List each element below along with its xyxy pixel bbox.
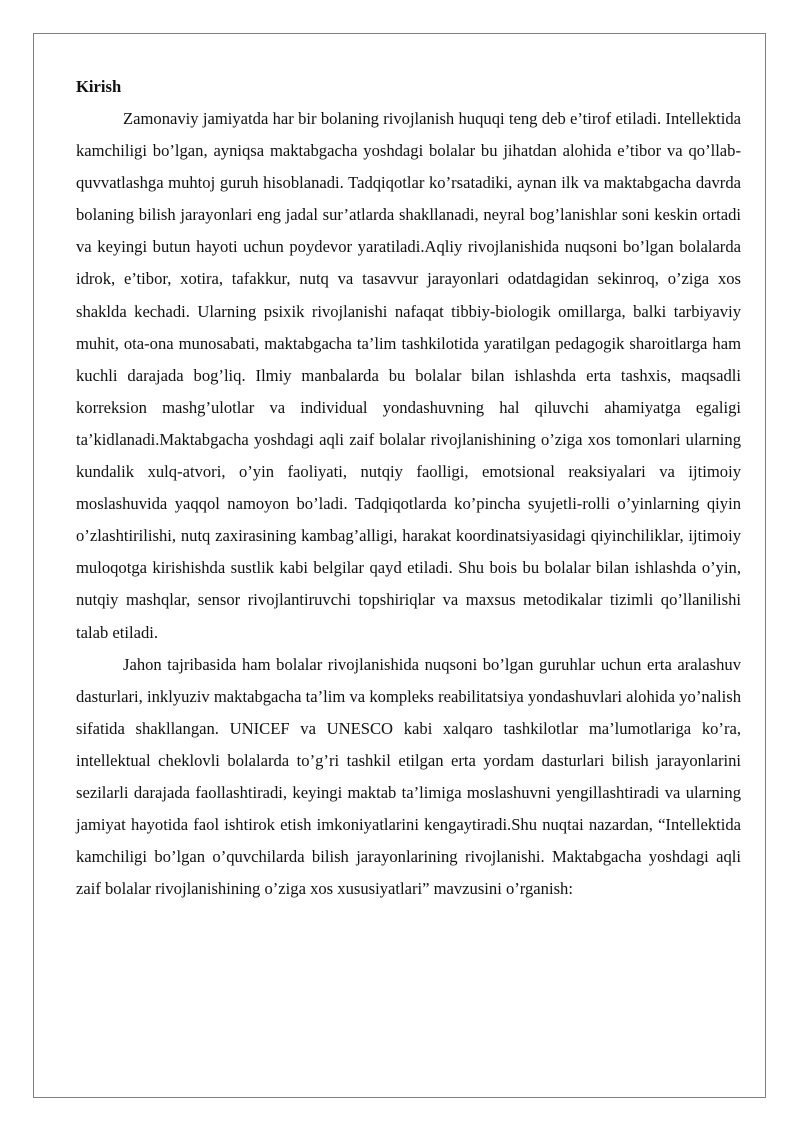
section-heading: Kirish <box>76 77 122 96</box>
paragraph-1: Zamonaviy jamiyatda har bir bolaning rivojlanish huquqi teng deb e’tirof etiladi. Intellektida kamchiligi bo’lgan, ayniqsa maktabgacha yoshdagi bolalar bu jihatdan alohida e’tibor va qo’llab-quvvatlashga muhtoj guruh hisoblanadi. Tadqiqotlar ko’rsatadiki, aynan ilk va maktabgacha davrda bolaning bilish jarayonlari eng jadal sur’atlarda shakllanadi, neyral bog’lanishlar soni keskin ortadi va keyingi butun hayoti uchun poydevor yaratiladi.Aqliy rivojlanishida nuqsoni bo’lgan bolalarda idrok, e’tibor, xotira, tafakkur, nutq va tasavvur jarayonlari odatdagidan sekinroq, o’ziga xos shaklda kechadi. Ularning psixik rivojlanishi nafaqat tibbiy-biologik omillarga, balki tarbiyaviy muhit, ota-ona munosabati, maktabgacha ta’lim tashkilotida yaratilgan pedagogik sharoitlarga ham kuchli darajada bog’liq. Ilmiy manbalarda bu bolalar bilan ishlashda erta tashxis, maqsadli korreksion mashg’ulotlar va individual yondashuvning hal qiluvchi ahamiyatga egaligi ta’kidlanadi.Maktabgacha yoshdagi aqli zaif bolalar rivojlanishining o’ziga xos tomonlari ularning kundalik xulq-atvori, o’yin faoliyati, nutqiy faolligi, emotsional reaksiyalari va ijtimoiy moslashuvida yaqqol namoyon bo’ladi. Tadqiqotlarda ko’pincha syujetli-rolli o’yinlarning qiyin o’zlashtirilishi, nutq zaxirasining kambag’alligi, harakat koordinatsiyasidagi qiyinchiliklar, ijtimoiy muloqotga kirishishda sustlik kabi belgilar qayd etiladi. Shu bois bu bolalar bilan ishlashda o’yin, nutqiy mashqlar, sensor rivojlantiruvchi topshiriqlar va maxsus metodikalar tizimli qo’llanilishi talab etiladi. <box>76 109 741 642</box>
paragraph-2: Jahon tajribasida ham bolalar rivojlanishida nuqsoni bo’lgan guruhlar uchun erta aralashuv dasturlari, inklyuziv maktabgacha ta’lim va kompleks reabilitatsiya yondashuvlari alohida yo’nalish sifatida shakllangan. UNICEF va UNESCO kabi xalqaro tashkilotlar ma’lumotlariga ko’ra, intellektual cheklovli bolalarda to’g’ri tashkil etilgan erta yordam dasturlari bilish jarayonlarini sezilarli darajada faollashtiradi, keyingi maktab ta’limiga moslashuvni yengillashtiradi va ularning jamiyat hayotida faol ishtirok etish imkoniyatlarini kengaytiradi.Shu nuqtai nazardan, “Intellektida kamchiligi bo’lgan o’quvchilarda bilish jarayonlarining rivojlanishi. Maktabgacha yoshdagi aqli zaif bolalar rivojlanishining o’ziga xos xususiyatlari” mavzusini o’rganish: <box>76 654 741 899</box>
document-body <box>76 71 741 905</box>
